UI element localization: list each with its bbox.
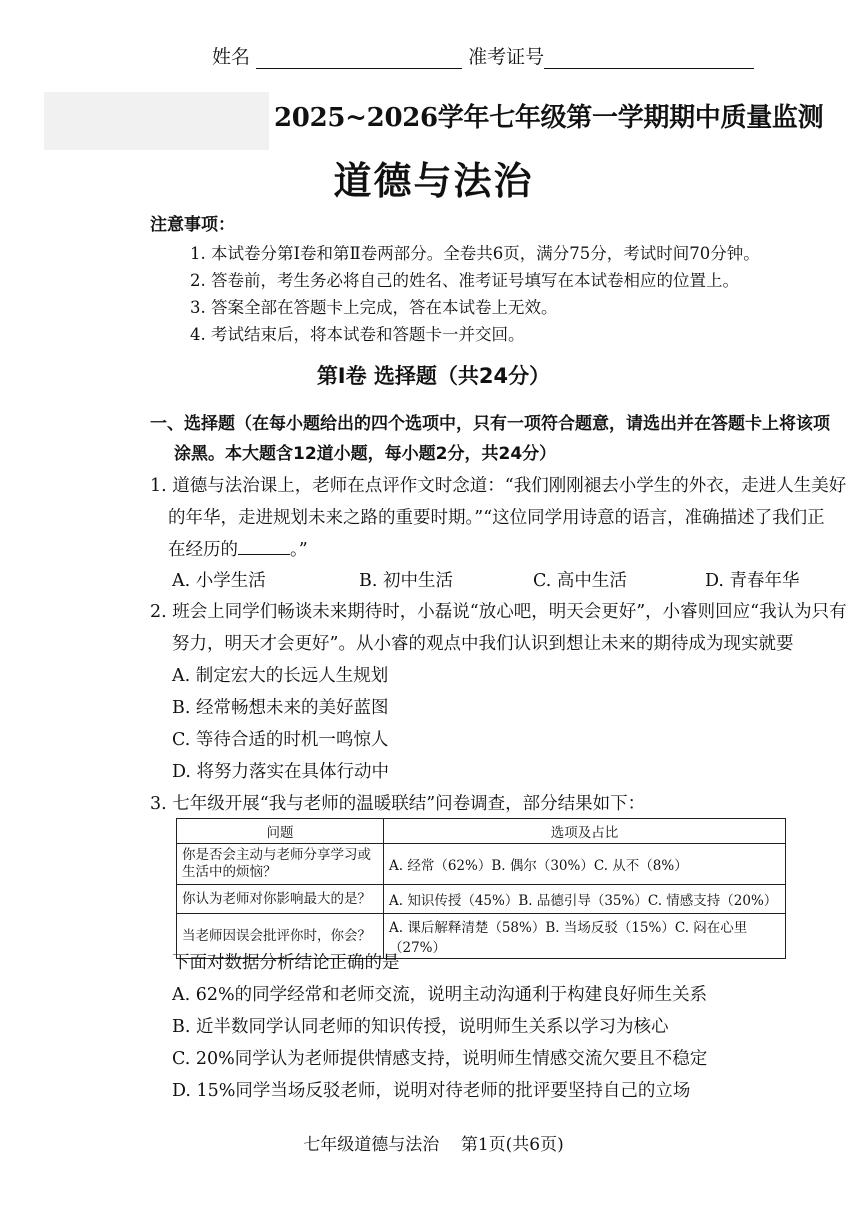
note-item: 1. 本试卷分第Ⅰ卷和第Ⅱ卷两部分。全卷共6页，满分75分，考试时间70分钟。 (190, 244, 760, 263)
q3-option-d: D. 15%同学当场反驳老师，说明对待老师的批评要坚持自己的立场 (172, 1081, 691, 1101)
exam-title: 2025~2026学年七年级第一学期期中质量监测 (274, 103, 824, 133)
survey-table (176, 818, 786, 959)
table-header: 问题 (177, 819, 384, 844)
q2-option-c: C. 等待合适的时机一鸣惊人 (172, 730, 389, 750)
q3-prompt: 下面对数据分析结论正确的是 (172, 953, 400, 973)
table-cell-question: 你是否会主动与老师分享学习或生活中的烦恼？ (177, 844, 384, 885)
note-item: 2. 答卷前，考生务必将自己的姓名、准考证号填写在本试卷相应的位置上。 (190, 271, 739, 290)
table-cell-options: A. 经常（62%）B. 偶尔（30%）C. 从不（8%） (384, 844, 786, 885)
subject-title: 道德与法治 (333, 159, 534, 203)
q3-option-b: B. 近半数同学认同老师的知识传授，说明师生关系以学习为核心 (172, 1017, 669, 1037)
part-instruction-line: 涂黑。本大题含12道小题，每小题2分，共24分） (174, 444, 557, 464)
table-cell-options: A. 知识传授（45%）B. 品德引导（35%）C. 情感支持（20%） (384, 885, 786, 914)
q1-option-d: D. 青春年华 (705, 571, 800, 591)
q1-stem-line: 的年华，走进规划未来之路的重要时期。”“这位同学用诗意的语言，准确描述了我们正 (168, 508, 825, 528)
part-instruction-line: 一、选择题（在每小题给出的四个选项中，只有一项符合题意，请选出并在答题卡上将该项 (150, 414, 830, 434)
q2-option-a: A. 制定宏大的长远人生规划 (172, 666, 389, 686)
table-header: 选项及占比 (384, 819, 786, 844)
q1-option-b: B. 初中生活 (359, 571, 453, 591)
name-label: 姓名 (212, 46, 251, 68)
q2-stem-line: 努力，明天才会更好”。从小睿的观点中我们认识到想让未来的期待成为现实就要 (172, 634, 794, 654)
table-row (177, 844, 786, 885)
exam-id-label: 准考证号 (468, 46, 545, 68)
q1-stem-line (168, 536, 308, 561)
name-blank (256, 50, 462, 69)
note-item: 4. 考试结束后，将本试卷和答题卡一并交回。 (190, 325, 525, 344)
q1-option-c: C. 高中生活 (533, 571, 627, 591)
q2-stem-line: 2. 班会上同学们畅谈未来期待时，小磊说“放心吧，明天会更好”，小睿则回应“我认为只有 (150, 602, 847, 622)
page-footer: 七年级道德与法治 第1页(共6页) (303, 1135, 564, 1155)
q1-stem-text: 在经历的 (168, 540, 238, 560)
q3-option-a: A. 62%的同学经常和老师交流，说明主动沟通利于构建良好师生关系 (172, 985, 708, 1005)
answer-blank (238, 538, 290, 555)
table-row (177, 885, 786, 914)
scan-smudge (44, 92, 269, 150)
candidate-info-line (212, 42, 754, 69)
q1-stem-line: 1. 道德与法治课上，老师在点评作文时念道：“我们刚刚褪去小学生的外衣，走进人生美好 (150, 476, 847, 496)
q2-option-b: B. 经常畅想未来的美好蓝图 (172, 698, 389, 718)
notes-heading: 注意事项： (150, 215, 235, 235)
q1-stem-text: 。” (290, 540, 308, 560)
note-item: 3. 答案全部在答题卡上完成，答在本试卷上无效。 (190, 298, 558, 317)
section-title: 第Ⅰ卷 选择题（共24分） (316, 364, 551, 388)
table-cell-question: 你认为老师对你影响最大的是？ (177, 885, 384, 914)
q2-option-d: D. 将努力落实在具体行动中 (172, 762, 390, 782)
table-cell-options: A. 课后解释清楚（58%）B. 当场反驳（15%）C. 闷在心里（27%） (384, 914, 786, 959)
q3-option-c: C. 20%同学认为老师提供情感支持，说明师生情感交流欠要且不稳定 (172, 1049, 708, 1069)
table-header-row (177, 819, 786, 844)
q1-option-a: A. 小学生活 (172, 571, 266, 591)
q3-stem: 3. 七年级开展“我与老师的温暖联结”问卷调查，部分结果如下： (150, 794, 646, 814)
exam-id-blank (544, 50, 754, 69)
table-cell-question: 当老师因误会批评你时，你会？ (177, 914, 384, 959)
